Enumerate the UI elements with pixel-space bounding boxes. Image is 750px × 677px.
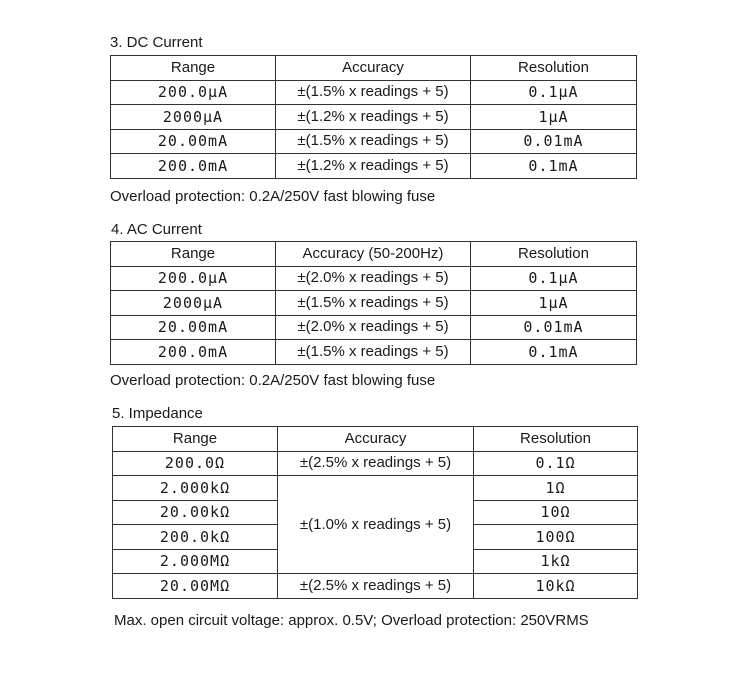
range-cell: 20.00mA <box>111 315 276 340</box>
ac-current-table <box>110 241 637 365</box>
resolution-cell: 0.01mA <box>471 315 637 340</box>
range-cell: 200.0μA <box>111 266 276 291</box>
header-range: Range <box>113 427 278 452</box>
resolution-cell: 10kΩ <box>474 574 638 599</box>
table-row <box>111 105 637 130</box>
header-accuracy: Accuracy <box>278 427 474 452</box>
resolution-cell: 1μA <box>471 105 637 130</box>
range-cell: 200.0Ω <box>113 451 278 476</box>
accuracy-cell: ±(1.5% x readings + 5) <box>276 129 471 154</box>
accuracy-cell: ±(2.5% x readings + 5) <box>278 574 474 599</box>
header-resolution: Resolution <box>471 56 637 81</box>
accuracy-cell: ±(2.0% x readings + 5) <box>276 266 471 291</box>
dc-current-table <box>110 55 637 179</box>
range-cell: 2.000MΩ <box>113 549 278 574</box>
range-cell: 200.0kΩ <box>113 525 278 550</box>
range-cell: 2000μA <box>111 291 276 316</box>
ac-current-note: Overload protection: 0.2A/250V fast blowing fuse <box>110 372 436 389</box>
table-row <box>111 129 637 154</box>
resolution-cell: 0.1mA <box>471 154 637 179</box>
accuracy-cell: ±(2.5% x readings + 5) <box>278 451 474 476</box>
table-row <box>111 266 637 291</box>
impedance-table <box>112 426 638 599</box>
impedance-note: Max. open circuit voltage: approx. 0.5V; Overload protection: 250VRMS <box>114 612 589 629</box>
accuracy-cell-merged: ±(1.0% x readings + 5) <box>278 476 474 574</box>
table-row <box>113 574 638 599</box>
accuracy-cell: ±(2.0% x readings + 5) <box>276 315 471 340</box>
header-accuracy: Accuracy <box>276 56 471 81</box>
accuracy-cell: ±(1.5% x readings + 5) <box>276 340 471 365</box>
table-row <box>111 315 637 340</box>
section-title-impedance: 5. Impedance <box>112 405 203 422</box>
resolution-cell: 1Ω <box>474 476 638 501</box>
table-row <box>113 476 638 501</box>
resolution-cell: 10Ω <box>474 500 638 525</box>
header-range: Range <box>111 242 276 267</box>
range-cell: 200.0mA <box>111 154 276 179</box>
table-row <box>111 154 637 179</box>
dc-current-note: Overload protection: 0.2A/250V fast blowing fuse <box>110 188 436 205</box>
range-cell: 20.00kΩ <box>113 500 278 525</box>
table-row <box>113 451 638 476</box>
resolution-cell: 0.01mA <box>471 129 637 154</box>
resolution-cell: 100Ω <box>474 525 638 550</box>
accuracy-cell: ±(1.5% x readings + 5) <box>276 80 471 105</box>
resolution-cell: 0.1μA <box>471 266 637 291</box>
table-row <box>111 340 637 365</box>
resolution-cell: 1kΩ <box>474 549 638 574</box>
table-header-row <box>111 56 637 81</box>
range-cell: 200.0μA <box>111 80 276 105</box>
resolution-cell: 0.1Ω <box>474 451 638 476</box>
resolution-cell: 0.1mA <box>471 340 637 365</box>
header-resolution: Resolution <box>474 427 638 452</box>
range-cell: 20.00mA <box>111 129 276 154</box>
accuracy-cell: ±(1.2% x readings + 5) <box>276 105 471 130</box>
resolution-cell: 0.1μA <box>471 80 637 105</box>
table-header-row <box>113 427 638 452</box>
range-cell: 2.000kΩ <box>113 476 278 501</box>
range-cell: 20.00MΩ <box>113 574 278 599</box>
range-cell: 2000μA <box>111 105 276 130</box>
accuracy-cell: ±(1.2% x readings + 5) <box>276 154 471 179</box>
resolution-cell: 1μA <box>471 291 637 316</box>
section-title-dc-current: 3. DC Current <box>110 34 203 51</box>
table-row <box>111 291 637 316</box>
header-accuracy: Accuracy (50-200Hz) <box>276 242 471 267</box>
accuracy-cell: ±(1.5% x readings + 5) <box>276 291 471 316</box>
range-cell: 200.0mA <box>111 340 276 365</box>
table-row <box>111 80 637 105</box>
table-header-row <box>111 242 637 267</box>
section-title-ac-current: 4. AC Current <box>111 221 202 238</box>
header-range: Range <box>111 56 276 81</box>
header-resolution: Resolution <box>471 242 637 267</box>
